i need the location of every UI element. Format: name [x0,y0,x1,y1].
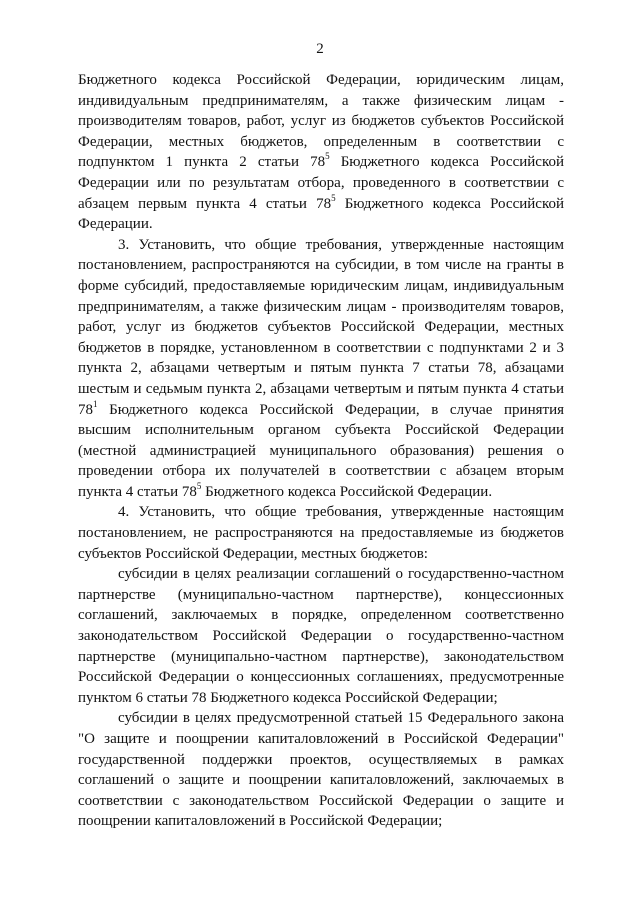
paragraph-text: Бюджетного кодекса Российской Федерации или по результатам отбора, проведенного в соответствии с абзацем первым пункта 4 статьи 78 [78,154,564,212]
superscript: 5 [325,151,330,162]
paragraph-text: Бюджетного кодекса Российской Федерации, юридическим лицам, индивидуальным предпринимателям, а также физическим лицам - производителям товаров, работ, услуг из бюджетов субъектов Российской Федерации, местных бюджетов, определенным в соответствии с подпунктом 1 пункта 2 статьи 78 [78,72,564,171]
superscript: 5 [196,480,202,491]
paragraph-text: 4. Установить, что общие требования, утвержденные настоящим постановлением, не распространяются на предоставляемые из бюджетов субъектов Российской Федерации, местных бюджетов: [78,504,564,562]
paragraph-text: 3. Установить, что общие требования, утвержденные настоящим постановлением, распространяются на субсидии, в том числе на гранты в форме субсидий, предоставляемые юридическим лицам, индивидуальным предпринимателям, а также физическим лицам - производителям товаров, работ, услуг из бюджетов субъектов Российской Федерации, местных бюджетов в порядке, установленном в соответствии с подпунктами 2 и 3 пункта 2, абзацами четвертым и пятым пункта 7 статьи 78, абзацами шестым и седьмым пункта 2, абзацами четвертым и пятым пункта 4 статьи 78 [78,236,564,418]
paragraph-p-item-3 [78,235,564,503]
paragraph-p-item-4-sub-2 [78,708,564,832]
superscript: 1 [93,398,98,409]
paragraph-text: Бюджетного кодекса Российской Федерации, в случае принятия высшим исполнительным органом субъекта Российской Федерации (местной администрацией муниципального образования) решения о проведении отбора их получателей в соответствии с абзацем вторым пункта 4 статьи 78 [78,401,564,500]
paragraph-p-continuation [78,70,564,235]
superscript: 5 [331,192,336,203]
document-body [78,70,564,832]
paragraph-p-item-4-sub-1 [78,564,564,708]
page-number: 2 [316,41,324,57]
paragraph-text: субсидии в целях реализации соглашений о государственно-частном партнерстве (муниципально-частном партнерстве), концессионных соглашений, заключаемых в порядке, определенном соответственно законодательством Российской Федерации о государственно-частном партнерстве (муниципально-частном партнерстве), законодательством Российской Федерации о концессионных соглашениях, предусмотренные пунктом 6 статьи 78 Бюджетного кодекса Российской Федерации; [78,566,564,706]
paragraph-p-item-4 [78,502,564,564]
paragraph-text: субсидии в целях предусмотренной статьей 15 Федерального закона "О защите и поощрении капиталовложений в Российской Федерации" государственной поддержки проектов, осуществляемых в рамках соглашений о защите и поощрении капиталовложений, заключаемых в соответствии с законодательством Российской Федерации о защите и поощрении капиталовложений в Российской Федерации; [78,710,564,830]
paragraph-text: Бюджетного кодекса Российской Федерации. [78,195,564,233]
paragraph-text: Бюджетного кодекса Российской Федерации. [201,483,493,500]
